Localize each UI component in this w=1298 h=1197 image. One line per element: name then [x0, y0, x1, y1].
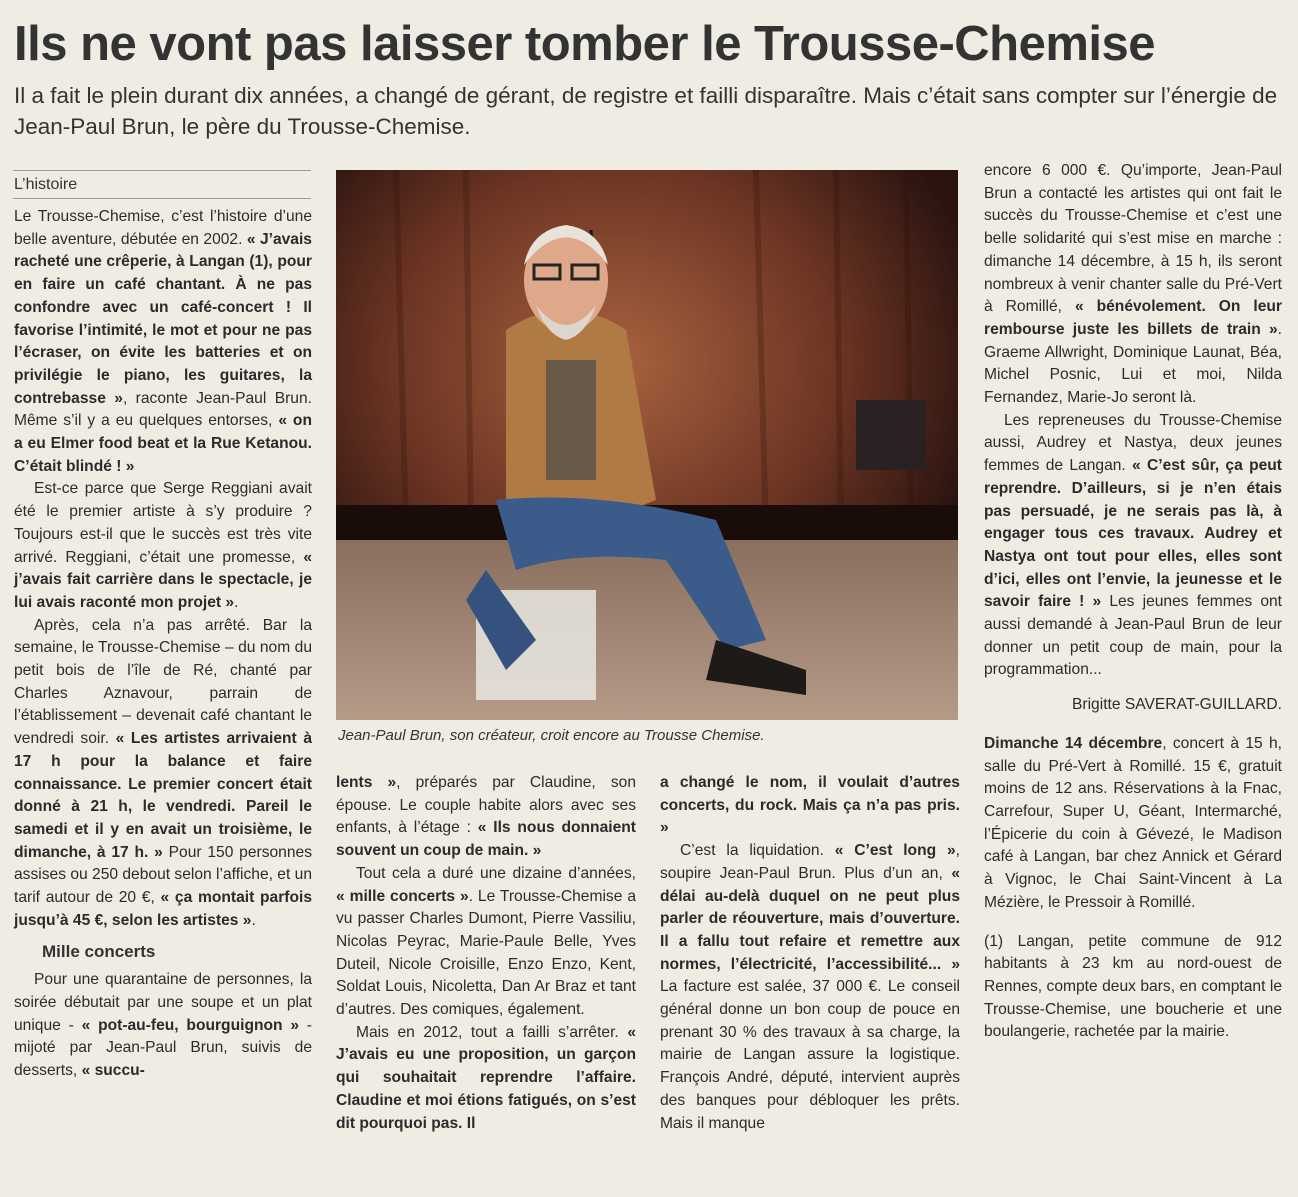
standfirst: Il a fait le plein durant dix années, a changé de gérant, de registre et failli disparaître. Mais c’était sans compter sur l’énergie de Jean-Paul Brun, le père du Trousse-Chemise.	[14, 83, 1278, 139]
col4-paragraph-2: Les repreneuses du Trousse-Chemise aussi, Audrey et Nastya, deux jeunes femmes de Langan. « C’est sûr, ça peut reprendre. D’ailleurs, si je n’en étais pas persuadé, je ne serais pas là, à engager tous ces travaux. Audrey et Nastya ont tout pour elles, elles sont d’ici, elles ont l’envie, la jeunesse et le savoir faire ! » Les jeunes femmes ont aussi demandé à Jean-Paul Brun de leur donner un petit coup de main, pour la programmation...	[984, 411, 1282, 679]
footnote: (1) Langan, petite commune de 912 habitants à 23 km au nord-ouest de Rennes, compte deux bars, en comptant le Trousse-Chemise, une boucherie et une boulangerie, rachetée par la mairie.	[984, 932, 1282, 1041]
column-3	[660, 772, 960, 1135]
column-2	[336, 772, 636, 1135]
col2-paragraph-3: Mais en 2012, tout a failli s’arrêter. « J’avais eu une proposition, un garçon qui souhaitait reprendre l’affaire. Claudine et moi étions fatigués, on s’est dit pourquoi pas. Il	[336, 1023, 636, 1132]
event-info: Dimanche 14 décembre, concert à 15 h, salle du Pré-Vert à Romillé. 15 €, gratuit moins de 12 ans. Réservations à la Fnac, Carrefour, Super U, Géant, Intermarché, l’Épicerie du coin à Gévezé, le Madison café à Langan, bar chez Annick et Gérard à Vignoc, le Chai Saint-Vincent à La Mézière, le Pressoir à Romillé.	[984, 734, 1282, 911]
author-signature: Brigitte SAVERAT-GUILLARD.	[1072, 696, 1282, 714]
col1-paragraph-2: Est-ce parce que Serge Reggiani avait été le premier artiste à s’y produire ? Toujours est-il que le succès est très vite arrivé. Reggiani, c’était une promesse, « j’avais fait carrière dans le spectacle, je lui avais raconté mon projet ».	[14, 480, 312, 611]
subhead-mille-concerts: Mille concerts	[42, 941, 156, 961]
col2-paragraph-2: Tout cela a duré une dizaine d’années, « mille concerts ». Le Trousse-Chemise a vu passer Charles Dumont, Pierre Vassiliu, Nicolas Peyrac, Marie-Paule Belle, Yves Duteil, Nicole Croisille, Enzo Enzo, Kent, Soldat Louis, Nicoletta, Dan Ar Braz et tant d’autres. Des comiques, également.	[336, 864, 636, 1019]
article-photo	[336, 170, 958, 720]
column-1	[14, 206, 312, 1083]
section-rule-top	[13, 170, 311, 171]
col3-paragraph-2: C’est la liquidation. « C’est long », soupire Jean-Paul Brun. Plus d’un an, « délai au-delà duquel on ne peut plus parler de réouverture, mais d’ouverture. Il a fallu tout refaire et remettre aux normes, l’électricité, l’accessibilité... » La facture est salée, 37 000 €. Le conseil général donne un bon coup de pouce en prenant 30 % des travaux à sa charge, la mairie de Langan assure la logistique. François André, député, intervient auprès des banques pour débloquer les prêts. Mais il manque	[660, 842, 960, 1132]
col3-paragraph-1: a changé le nom, il voulait d’autres concerts, du rock. Mais ça n’a pas pris. »	[660, 774, 960, 837]
col2-paragraph-1: lents », préparés par Claudine, son épouse. Le couple habite alors avec ses enfants, à l’étage : « Ils nous donnaient souvent un coup de main. »	[336, 774, 636, 860]
col1-paragraph-3: Après, cela n’a pas arrêté. Bar la semaine, le Trousse-Chemise – du nom du petit bois de l’île de Ré, chanté par Charles Aznavour, parrain de l’établissement – devenait café chantant le vendredi soir. « Les artistes arrivaient à 17 h pour la balance et faire connaissance. Le premier concert était donné à 21 h, le vendredi. Pareil le samedi et il y en avait un troisième, le dimanche, à 17 h. » Pour 150 personnes assises ou 250 debout selon l’affiche, et un tarif autour de 20 €, « ça montait parfois jusqu’à 45 €, selon les artistes ».	[14, 616, 312, 929]
col4-paragraph-1: encore 6 000 €. Qu’importe, Jean-Paul Brun a contacté les artistes qui ont fait le succès du Trousse-Chemise et c’est une belle solidarité qui s’est mise en marche : dimanche 14 décembre, à 15 h, ils seront nombreux à venir chanter salle du Pré-Vert à Romillé, « bénévolement. On leur rembourse juste les billets de train ». Graeme Allwright, Dominique Launat, Béa, Michel Posnic, Lui et moi, Nilda Fernandez, Marie-Jo seront là.	[984, 162, 1282, 407]
col1-paragraph-4: Pour une quarantaine de personnes, la soirée débutait par une soupe et un plat unique - « pot-au-feu, bourguignon » - mijoté par Jean-Paul Brun, suivis de desserts, « succu-	[14, 971, 312, 1080]
column-4	[984, 160, 1282, 1044]
headline: Ils ne vont pas laisser tomber le Trousse-Chemise	[14, 17, 1156, 71]
photo-caption: Jean-Paul Brun, son créateur, croit encore au Trousse Chemise.	[338, 727, 765, 744]
section-rule-bottom	[13, 198, 311, 199]
photo-illustration	[336, 170, 958, 720]
section-label: L’histoire	[14, 176, 78, 193]
col1-paragraph-1: Le Trousse-Chemise, c’est l’histoire d’une belle aventure, débutée en 2002. « J’avais racheté une crêperie, à Langan (1), pour en faire un café chantant. À ne pas confondre avec un café-concert ! Il favorise l’intimité, le mot et pour ne pas l’écraser, on évite les batteries et on privilégie le piano, les guitares, la contrebasse », raconte Jean-Paul Brun. Même s’il y a eu quelques entorses, « on a eu Elmer food beat et la Rue Ketanou. C’était blindé ! »	[14, 208, 312, 475]
